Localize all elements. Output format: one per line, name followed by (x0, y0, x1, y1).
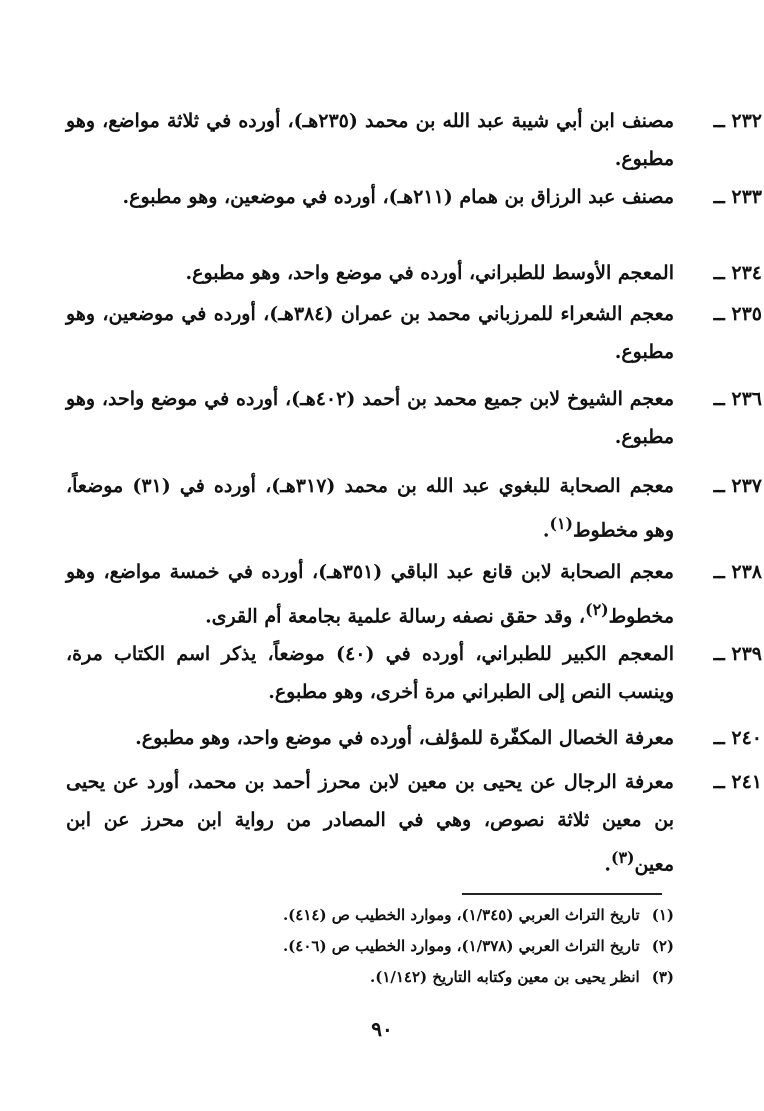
entry-233 (66, 178, 762, 216)
entry-234 (66, 254, 762, 292)
entry-number: ٢٣٦ ــ (713, 388, 762, 410)
entry-238 (66, 553, 762, 635)
entry-number: ٢٣٥ ــ (713, 303, 762, 325)
entry-number: ٢٣٢ ــ (713, 110, 762, 132)
entry-text: معرفة الرجال عن يحيى بن معين لابن محرز أحمد بن محمد، أورد عن يحيى بن معين ثلاثة نصوص، وهي في المصادر من رواية ابن محرز عن ابن معين (66, 771, 674, 876)
footnote-number: (١) (651, 906, 674, 924)
footnote-text: تاريخ التراث العربي (١/٣٤٥)، وموارد الخطيب ص (٤١٤). (282, 906, 640, 924)
entry-232 (66, 102, 762, 178)
footnote-2 (100, 933, 674, 959)
entry-number: ٢٣٤ ــ (713, 262, 762, 284)
entry-tail: . (542, 519, 550, 542)
footnote-divider (462, 893, 662, 895)
entry-text: معجم الصحابة لابن قانع عبد الباقي (٣٥١هـ)، أورده في خمسة مواضع، وهو مخطوط (66, 561, 674, 628)
entry-text: مصنف عبد الرزاق بن همام (٢١١هـ)، أورده في موضعين، وهو مطبوع. (122, 186, 674, 208)
entry-236 (66, 380, 762, 456)
footnote-1 (100, 902, 674, 928)
entry-number: ٢٤٠ ــ (713, 727, 762, 749)
entry-text: مصنف ابن أبي شيبة عبد الله بن محمد (٢٣٥هـ)، أورده في ثلاثة مواضع، وهو مطبوع. (66, 110, 674, 170)
entry-text: معجم الصحابة للبغوي عبد الله بن محمد (٣١٧هـ)، أورده في (٣١) موضعاً، وهو مخطوط (66, 475, 674, 542)
entry-text: المعجم الكبير للطبراني، أورده في (٤٠) موضعاً، يذكر اسم الكتاب مرة، وينسب النص إلى الطبراني مرة أخرى، وهو مطبوع. (66, 643, 674, 703)
entry-237 (66, 467, 762, 549)
page-number: ٩٠ (371, 1017, 393, 1041)
entry-number: ٢٣٨ ــ (713, 561, 762, 583)
entry-number: ٢٤١ ــ (713, 771, 762, 793)
entry-text: المعجم الأوسط للطبراني، أورده في موضع واحد، وهو مطبوع. (185, 262, 674, 284)
entry-tail: . (604, 853, 611, 876)
footnote-number: (٣) (651, 968, 674, 986)
footnote-number: (٢) (651, 937, 674, 955)
entry-number: ٢٣٧ ــ (713, 475, 762, 497)
entry-235 (66, 295, 762, 371)
entry-text: معجم الشيوخ لابن جميع محمد بن أحمد (٤٠٢هـ)، أورده في موضع واحد، وهو مطبوع. (66, 388, 674, 448)
footnote-3 (100, 964, 674, 990)
entry-text: معرفة الخصال المكفّرة للمؤلف، أورده في موضع واحد، وهو مطبوع. (135, 727, 674, 749)
footnote-text: تاريخ التراث العربي (١/٣٧٨)، وموارد الخطيب ص (٤٠٦). (282, 937, 640, 955)
entry-239 (66, 635, 762, 711)
entry-number: ٢٣٩ ــ (713, 643, 762, 665)
footnote-ref-1: (١) (549, 514, 573, 533)
entry-number: ٢٣٣ ــ (713, 186, 762, 208)
entry-240 (66, 719, 762, 757)
entry-241 (66, 763, 762, 883)
entry-tail: ، وقد حقق نصفه رسالة علمية بجامعة أم القرى. (205, 605, 586, 628)
entry-text: معجم الشعراء للمرزباني محمد بن عمران (٣٨٤هـ)، أورده في موضعين، وهو مطبوع. (66, 303, 674, 363)
footnote-ref-3: (٣) (610, 848, 635, 867)
footnote-ref-2: (٢) (585, 600, 609, 619)
footnote-text: انظر يحيى بن معين وكتابه التاريخ (١/١٤٢). (369, 968, 640, 986)
